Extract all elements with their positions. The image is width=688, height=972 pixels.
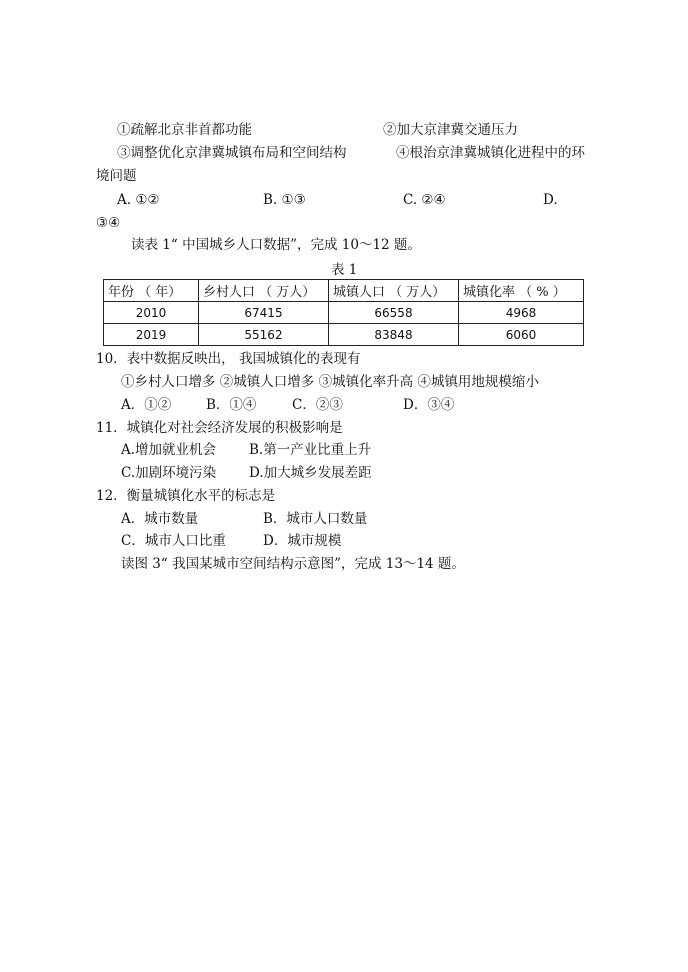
cell-rural: 67415 <box>199 302 329 324</box>
cell-urban: 83848 <box>329 324 459 346</box>
table-caption: 表 1 <box>331 262 358 278</box>
q11-option-b: B.第一产业比重上升 <box>249 442 372 458</box>
q9-option-d: D. <box>543 192 558 208</box>
table-row <box>104 324 584 346</box>
q12-option-b: B．城市人口数量 <box>263 511 368 527</box>
q10-option-d: D．③④ <box>403 397 455 413</box>
q10-items: ①乡村人口增多 ②城镇人口增多 ③城镇化率升高 ④城镇用地规模缩小 <box>121 374 539 390</box>
header-year: 年份 （ 年） <box>104 280 199 302</box>
cell-urban: 66558 <box>329 302 459 324</box>
q12-option-d: D．城市规模 <box>263 533 342 549</box>
q11-option-d: D.加大城乡发展差距 <box>249 465 372 481</box>
cell-rate: 6060 <box>459 324 584 346</box>
q11-option-c: C.加剧环境污染 <box>121 465 217 481</box>
q9-item-4: ④根治京津冀城镇化进程中的环 <box>396 145 585 161</box>
q9-item-4-cont: 境问题 <box>96 168 137 184</box>
intro-table-questions: 读表 1“ 中国城乡人口数据”，完成 10～12 题。 <box>131 237 421 253</box>
q9-item-2: ②加大京津冀交通压力 <box>383 122 518 138</box>
intro-map-questions: 读图 3“ 我国某城市空间结构示意图”，完成 13～14 题。 <box>121 556 465 572</box>
q10-option-a: A．①② <box>121 397 172 413</box>
q11-option-a: A.增加就业机会 <box>121 442 217 458</box>
table-header-row <box>104 280 584 302</box>
q10-stem: 10．表中数据反映出， 我国城镇化的表现有 <box>96 351 361 367</box>
q12-stem: 12．衡量城镇化水平的标志是 <box>96 488 276 504</box>
q9-option-a: A. ①② <box>117 192 160 208</box>
q10-option-c: C．②③ <box>292 397 343 413</box>
q12-option-c: C．城市人口比重 <box>121 533 226 549</box>
table-row <box>104 302 584 324</box>
q9-item-3: ③调整优化京津冀城镇布局和空间结构 <box>117 145 347 161</box>
q11-stem: 11．城镇化对社会经济发展的积极影响是 <box>96 420 343 436</box>
q9-option-b: B. ①③ <box>263 192 306 208</box>
header-urban: 城镇人口 （ 万人） <box>329 280 459 302</box>
cell-year: 2019 <box>104 324 199 346</box>
q10-option-b: B．①④ <box>206 397 257 413</box>
cell-rate: 4968 <box>459 302 584 324</box>
header-rural: 乡村人口 （ 万人） <box>199 280 329 302</box>
cell-rural: 55162 <box>199 324 329 346</box>
cell-year: 2010 <box>104 302 199 324</box>
q9-item-1: ①疏解北京非首都功能 <box>117 122 252 138</box>
q12-option-a: A．城市数量 <box>121 511 199 527</box>
q9-option-c: C. ②④ <box>403 192 446 208</box>
header-rate: 城镇化率 （ % ） <box>459 280 584 302</box>
q9-option-d-value: ③④ <box>96 215 121 231</box>
population-table <box>103 279 584 346</box>
